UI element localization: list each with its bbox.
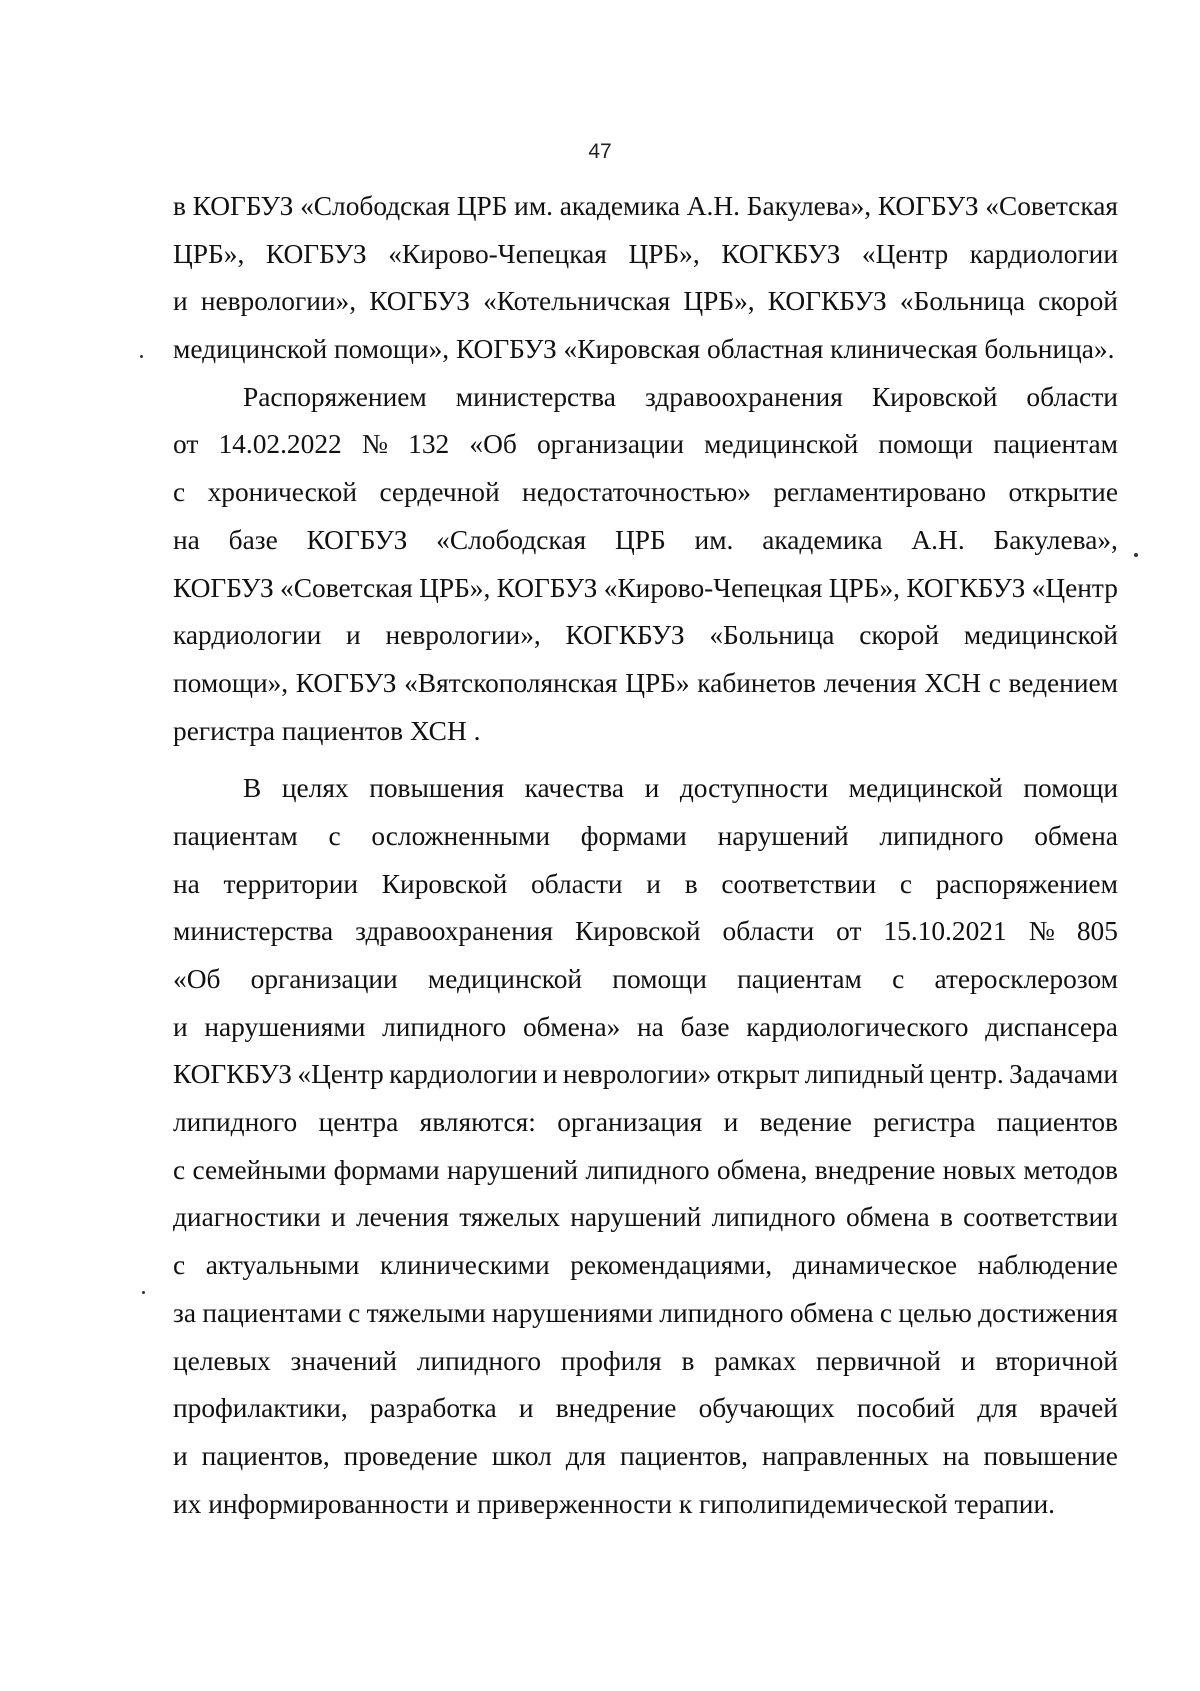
word: КОГКБУЗ bbox=[767, 286, 887, 317]
word: регистра bbox=[873, 1107, 976, 1138]
text-line bbox=[173, 517, 1118, 565]
paragraph-3 bbox=[173, 765, 1118, 1528]
word: первичной bbox=[816, 1345, 941, 1376]
word: вторичной bbox=[995, 1345, 1118, 1376]
word: «Центр bbox=[297, 1059, 384, 1090]
word: целях bbox=[281, 773, 349, 804]
word: проведение bbox=[343, 1440, 478, 1471]
word: министерства bbox=[455, 381, 616, 412]
word: неврологии», bbox=[385, 620, 541, 651]
word: ХСН bbox=[924, 667, 982, 698]
word: повышения bbox=[369, 773, 505, 804]
word: профиля bbox=[560, 1345, 662, 1376]
word: кардиологии bbox=[969, 238, 1118, 269]
word: хронической bbox=[207, 477, 358, 508]
word: разработка bbox=[369, 1393, 497, 1424]
word: «Больница bbox=[709, 620, 835, 651]
word: нарушений bbox=[570, 1202, 702, 1233]
word: пациентов, bbox=[619, 1440, 749, 1471]
word: внедрение bbox=[555, 1393, 677, 1424]
text-line bbox=[173, 278, 1118, 326]
word: и bbox=[644, 773, 660, 804]
word: целевых bbox=[173, 1345, 271, 1376]
word: неврологии», bbox=[200, 286, 357, 317]
word: являются: bbox=[419, 1107, 536, 1138]
word: ЦРБ», bbox=[628, 238, 700, 269]
paragraph-2 bbox=[173, 374, 1118, 756]
text-line bbox=[173, 612, 1118, 660]
word: соответствии bbox=[721, 868, 877, 899]
word: «Вятскополянская bbox=[404, 667, 618, 698]
word: КОГБУЗ bbox=[306, 524, 408, 555]
word: № bbox=[1028, 916, 1055, 947]
word: липидного bbox=[585, 1154, 710, 1185]
word: липидного bbox=[173, 1107, 298, 1138]
word: и bbox=[518, 1393, 534, 1424]
word: нарушениями bbox=[204, 1011, 366, 1042]
word: открыт bbox=[716, 1059, 800, 1090]
word: А.Н. bbox=[911, 524, 965, 555]
word: доступности bbox=[679, 773, 829, 804]
word: медицинской bbox=[963, 620, 1118, 651]
word: «Больница bbox=[899, 286, 1025, 317]
word: «Слободская bbox=[300, 191, 450, 221]
word: школ bbox=[491, 1440, 552, 1471]
word: помощи bbox=[612, 964, 707, 994]
word: открытие bbox=[1008, 477, 1118, 508]
scan-speck bbox=[142, 1291, 145, 1294]
word: липидного bbox=[382, 1011, 507, 1042]
word: здравоохранения bbox=[355, 916, 554, 947]
word: в bbox=[173, 191, 186, 221]
word: 805 bbox=[1076, 916, 1118, 947]
word: сердечной bbox=[379, 477, 500, 508]
word: наблюдение bbox=[977, 1250, 1118, 1281]
text-line bbox=[173, 183, 1118, 231]
word: базе bbox=[228, 524, 278, 555]
word: липидного bbox=[416, 1345, 542, 1376]
word: Задачами bbox=[1009, 1059, 1118, 1090]
word: обмена bbox=[846, 1202, 930, 1233]
text-line bbox=[173, 956, 1118, 1004]
word: обмена» bbox=[522, 1011, 621, 1042]
text-line bbox=[173, 231, 1118, 279]
word: и bbox=[960, 1345, 976, 1376]
word: пациентов bbox=[996, 1107, 1118, 1138]
word: организации bbox=[536, 429, 684, 460]
word: кардиологического bbox=[746, 1011, 969, 1042]
word: ЦРБ», bbox=[419, 572, 491, 603]
word: области bbox=[531, 868, 623, 899]
word: скорой bbox=[859, 620, 940, 651]
word: внедрение bbox=[814, 1154, 936, 1185]
text-line bbox=[173, 1338, 1118, 1386]
word: актуальными bbox=[205, 1250, 360, 1281]
word: липидный bbox=[804, 1059, 925, 1090]
word: КОГБУЗ bbox=[265, 238, 367, 269]
word: КОГКБУЗ bbox=[721, 238, 841, 269]
word: КОГКБУЗ bbox=[565, 620, 685, 651]
word: с bbox=[988, 667, 1001, 698]
text-line bbox=[173, 1290, 1118, 1338]
word: «Советская bbox=[280, 572, 413, 603]
word: кардиологии bbox=[389, 1059, 538, 1090]
word: в bbox=[939, 1202, 953, 1233]
word: формами bbox=[333, 1154, 440, 1185]
scan-speck bbox=[140, 355, 143, 358]
word: им. bbox=[514, 191, 553, 221]
word: обмена, bbox=[716, 1154, 808, 1185]
word: им. bbox=[694, 524, 734, 555]
word: диагностики bbox=[173, 1202, 321, 1233]
word: ведением bbox=[1008, 667, 1118, 698]
word: ЦРБ» bbox=[625, 667, 690, 698]
word: обмена bbox=[1034, 820, 1118, 851]
word: здравоохранения bbox=[644, 381, 843, 412]
word: и bbox=[173, 1440, 188, 1471]
word: обмена bbox=[789, 1297, 874, 1328]
paragraph-1 bbox=[173, 183, 1118, 374]
word: целью bbox=[898, 1297, 972, 1328]
word: на bbox=[173, 868, 200, 899]
word: врачей bbox=[1039, 1393, 1118, 1424]
word: недостаточностью» bbox=[522, 477, 751, 508]
word: скорой bbox=[1038, 286, 1118, 317]
text-line bbox=[173, 1433, 1118, 1481]
word: Распоряжением bbox=[243, 381, 427, 412]
word: распоряжением bbox=[935, 868, 1118, 899]
word: для bbox=[977, 1393, 1018, 1424]
word: тяжелых bbox=[459, 1202, 560, 1233]
word: диспансера bbox=[985, 1011, 1118, 1042]
word: помощи bbox=[1023, 773, 1118, 804]
text-line: их информированности и приверженности к гиполипидемической терапии. bbox=[173, 1488, 1055, 1519]
word: соответствии bbox=[963, 1202, 1118, 1233]
word: КОГБУЗ bbox=[369, 286, 470, 317]
word: КОГБУЗ bbox=[496, 572, 598, 603]
word: ведение bbox=[759, 1107, 852, 1138]
text-line bbox=[173, 1004, 1118, 1052]
word: ЦРБ», bbox=[828, 572, 900, 603]
word: и bbox=[331, 1202, 346, 1233]
text-line bbox=[173, 1051, 1118, 1099]
word: пациентам bbox=[737, 964, 862, 994]
word: и bbox=[646, 868, 661, 899]
word: «Слободская bbox=[436, 524, 587, 555]
word: «Кирово-Чепецкая bbox=[388, 238, 607, 269]
word: территории bbox=[223, 868, 359, 899]
word: нарушений bbox=[717, 820, 849, 851]
word: и bbox=[542, 1059, 558, 1090]
text-line bbox=[173, 1147, 1118, 1195]
word: кабинетов bbox=[697, 667, 816, 698]
word: рекомендациями, bbox=[570, 1250, 773, 1281]
text-line: медицинской помощи», КОГБУЗ «Кировская областная клиническая больница». bbox=[173, 334, 1115, 365]
word: на bbox=[637, 1011, 664, 1042]
word: регламентировано bbox=[773, 477, 987, 508]
word: с bbox=[328, 820, 341, 851]
word: и bbox=[173, 1011, 188, 1042]
word: А.Н. bbox=[686, 191, 741, 221]
text-line bbox=[173, 565, 1118, 613]
word: и bbox=[346, 620, 361, 651]
scan-speck bbox=[1134, 553, 1138, 557]
word: рамках bbox=[714, 1345, 797, 1376]
text-line bbox=[173, 421, 1118, 469]
word: новых bbox=[942, 1154, 1017, 1185]
word: академика bbox=[762, 524, 883, 555]
word: ЦРБ bbox=[614, 524, 666, 555]
word: на bbox=[942, 1440, 970, 1471]
word: В bbox=[243, 773, 262, 804]
text-line bbox=[173, 660, 1118, 708]
word: с bbox=[173, 1250, 186, 1281]
word: нарушениями bbox=[491, 1297, 653, 1328]
word: помощи bbox=[878, 429, 974, 460]
word: значений bbox=[290, 1345, 397, 1376]
word: липидного bbox=[879, 820, 1004, 851]
text-line bbox=[173, 861, 1118, 909]
text-line bbox=[173, 469, 1118, 517]
text-line bbox=[173, 813, 1118, 861]
word: кардиологии bbox=[173, 620, 322, 651]
word: с bbox=[879, 1297, 893, 1328]
word: пациентам bbox=[173, 820, 298, 851]
word: с bbox=[173, 1154, 186, 1185]
word: Бакулева», bbox=[993, 524, 1118, 555]
word: медицинской bbox=[704, 429, 859, 460]
word: «Об bbox=[469, 429, 517, 460]
document-text-body bbox=[173, 183, 1118, 1528]
word: Бакулева», bbox=[746, 191, 872, 221]
word: пособий bbox=[856, 1393, 956, 1424]
word: «Центр bbox=[861, 238, 949, 269]
text-line bbox=[173, 1385, 1118, 1433]
word: области bbox=[722, 916, 815, 947]
word: КОГКБУЗ bbox=[906, 572, 1026, 603]
word: с bbox=[348, 1297, 361, 1328]
word: академика bbox=[559, 191, 681, 221]
word: № bbox=[361, 429, 388, 460]
word: 14.02.2022 bbox=[218, 429, 342, 460]
word: пациентам bbox=[993, 429, 1118, 460]
word: и bbox=[173, 286, 188, 317]
text-line bbox=[173, 908, 1118, 956]
word: ЦРБ bbox=[456, 191, 508, 221]
word: обучающих bbox=[698, 1393, 835, 1424]
word: организация bbox=[557, 1107, 703, 1138]
text-line bbox=[173, 765, 1118, 813]
word: КОГБУЗ bbox=[192, 191, 294, 221]
word: центр. bbox=[929, 1059, 1004, 1090]
word: лечения bbox=[355, 1202, 449, 1233]
word: на bbox=[173, 524, 200, 555]
word: от bbox=[836, 916, 862, 947]
word: динамическое bbox=[792, 1250, 958, 1281]
word: липидного bbox=[659, 1297, 784, 1328]
word: клиническими bbox=[379, 1250, 550, 1281]
text-line bbox=[173, 1194, 1118, 1242]
word: 15.10.2021 bbox=[883, 916, 1007, 947]
word: «Центр bbox=[1031, 572, 1118, 603]
word: организации bbox=[250, 964, 398, 994]
word: помощи», bbox=[173, 667, 289, 698]
word: Кировской bbox=[381, 868, 508, 899]
word: центра bbox=[318, 1107, 399, 1138]
word: «Кирово-Чепецкая bbox=[603, 572, 823, 603]
word: области bbox=[1026, 381, 1118, 412]
word: в bbox=[684, 868, 698, 899]
word: липидного bbox=[711, 1202, 836, 1233]
word: 132 bbox=[408, 429, 450, 460]
word: министерства bbox=[173, 916, 334, 947]
word: достижения bbox=[978, 1297, 1118, 1328]
word: медицинской bbox=[848, 773, 1003, 804]
word: КОГКБУЗ bbox=[173, 1059, 292, 1090]
word: Кировской bbox=[871, 381, 998, 412]
word: повышение bbox=[983, 1440, 1118, 1471]
word: направленных bbox=[762, 1440, 929, 1471]
word: и bbox=[723, 1107, 739, 1138]
word: методов bbox=[1023, 1154, 1118, 1185]
word: пациентов, bbox=[201, 1440, 330, 1471]
word: пациентами bbox=[202, 1297, 342, 1328]
word: за bbox=[173, 1297, 196, 1328]
word: нарушений bbox=[447, 1154, 579, 1185]
word: тяжелыми bbox=[366, 1297, 486, 1328]
word: лечения bbox=[823, 667, 917, 698]
page-number: 47 bbox=[588, 140, 612, 163]
word: осложненными bbox=[371, 820, 551, 851]
word: с bbox=[173, 477, 186, 508]
text-line: регистра пациентов ХСН . bbox=[173, 715, 481, 746]
text-line bbox=[173, 1242, 1118, 1290]
word: «Об bbox=[173, 964, 221, 994]
word: неврологии» bbox=[562, 1059, 712, 1090]
word: КОГБУЗ bbox=[295, 667, 397, 698]
word: в bbox=[681, 1345, 695, 1376]
word: с bbox=[892, 964, 905, 994]
word: «Котельничская bbox=[483, 286, 671, 317]
word: для bbox=[565, 1440, 607, 1471]
word: «Советская bbox=[985, 191, 1118, 221]
text-line bbox=[173, 374, 1118, 422]
word: КОГБУЗ bbox=[173, 572, 274, 603]
word: профилактики, bbox=[173, 1393, 348, 1424]
word: КОГБУЗ bbox=[877, 191, 979, 221]
word: атеросклерозом bbox=[934, 964, 1118, 994]
word: формами bbox=[580, 820, 687, 851]
word: базе bbox=[680, 1011, 730, 1042]
text-line bbox=[173, 1099, 1118, 1147]
word: качества bbox=[524, 773, 625, 804]
word: ЦРБ», bbox=[683, 286, 755, 317]
word: семейными bbox=[192, 1154, 327, 1185]
word: Кировской bbox=[575, 916, 701, 947]
word: от bbox=[173, 429, 199, 460]
word: медицинской bbox=[427, 964, 583, 994]
word: с bbox=[899, 868, 913, 899]
word: ЦРБ», bbox=[173, 238, 245, 269]
